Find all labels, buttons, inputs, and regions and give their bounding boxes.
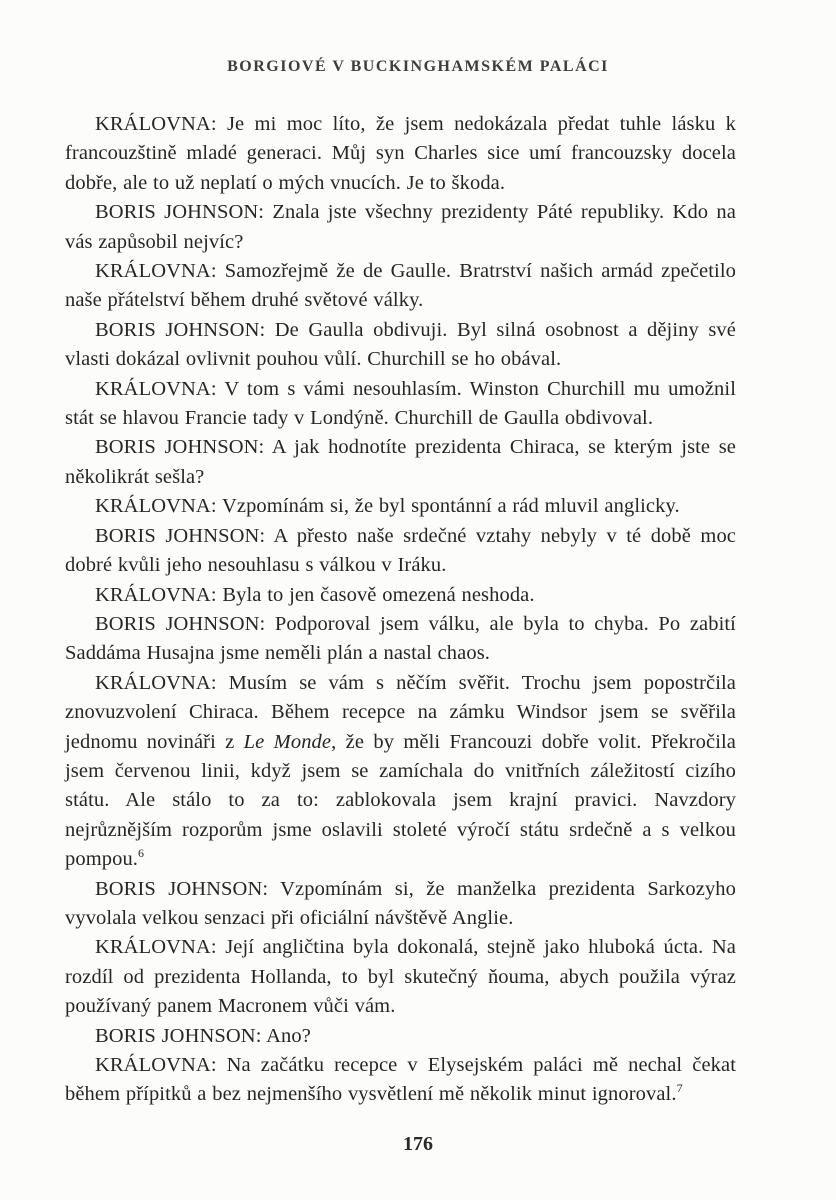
dialogue-paragraph [65,375,736,434]
speaker-name: BORIS JOHNSON: [95,201,265,224]
dialogue-text: Samozřejmě že de Gaulle. Bratrství našich armád zpečetilo naše přátelství během druhé světové války. [65,260,736,312]
speaker-name: KRÁLOVNA: [95,583,217,606]
dialogue-paragraph [65,433,736,492]
dialogue-text: Podporoval jsem válku, ale byla to chyba. Po zabití Saddáma Husajna jsme neměli plán a nastal chaos. [65,612,736,665]
speaker-name: BORIS JOHNSON: [95,524,266,547]
speaker-name: KRÁLOVNA: [95,260,217,283]
speaker-name: KRÁLOVNA: [95,377,217,400]
dialogue-paragraph [65,110,736,198]
speaker-name: BORIS JOHNSON: [95,436,265,459]
running-header: BORGIOVÉ V BUCKINGHAMSKÉM PALÁCI [227,58,609,75]
dialogue-paragraph [65,610,736,669]
dialogue-text: A jak hodnotíte prezidenta Chiraca, se kterým jste se několikrát sešla? [65,436,736,488]
dialogue-text: Je mi moc líto, že jsem nedokázala předat tuhle lásku k francouzštině mladé generaci. Můj syn Charles sice umí francouzsky docela dobře, ale to už neplatí o mých vnucích. Je to škoda. [65,113,736,194]
speaker-name: KRÁLOVNA: [95,113,217,135]
dialogue-paragraph [65,492,736,521]
dialogue-paragraph [65,198,736,257]
dialogue-text: Vzpomínám si, že manželka prezidenta Sarkozyho vyvolala velkou senzaci při oficiální návštěvě Anglie. [65,877,736,929]
dialogue-text: Její angličtina byla dokonalá, stejně jako hluboká úcta. Na rozdíl od prezidenta Hollanda, to byl skutečný ňouma, abych použila výraz používaný panem Macronem vůči vám. [65,936,736,1018]
speaker-name: BORIS JOHNSON: [95,1024,262,1047]
speaker-name: KRÁLOVNA: [95,671,217,694]
dialogue-paragraph [65,669,736,875]
dialogue-text: Musím se vám s něčím svěřit. Trochu jsem popostrčila znovuzvolení Chiraca. Během recepce na zámku Windsor jsem se svěřila jednomu novináři z [65,671,736,753]
footnote-reference: 7 [676,1081,683,1096]
dialogue-paragraph [65,257,736,316]
speaker-name: BORIS JOHNSON: [95,318,266,341]
dialogue-text: A přesto naše srdečné vztahy nebyly v té době moc dobré kvůli jeho nesouhlasu s válkou v Iráku. [65,524,736,577]
dialogue-text: De Gaulla obdivuji. Byl silná osobnost a dějiny své vlasti dokázal ovlivnit pouhou vůlí. Churchill se ho obával. [65,318,736,371]
page-number: 176 [403,1133,433,1155]
dialogue-paragraph [65,933,736,1021]
dialogue-paragraph [65,875,736,934]
dialogue-text: Na začátku recepce v Elysejském paláci mě nechal čekat během přípitků a bez nejmenšího vysvětlení mě několik minut ignoroval. [65,1054,736,1106]
dialogue-paragraph [65,1022,736,1051]
dialogue-text: Ano? [261,1024,311,1047]
speaker-name: KRÁLOVNA: [95,495,217,518]
dialogue-paragraph [65,1051,736,1110]
dialogue-text: Vzpomínám si, že byl spontánní a rád mluvil anglicky. [216,495,680,518]
speaker-name: BORIS JOHNSON: [95,877,269,900]
dialogue-paragraph [65,581,736,610]
speaker-name: KRÁLOVNA: [95,936,217,959]
dialogue-text: , že by měli Francouzi dobře volit. Překročila jsem červenou linii, když jsem se zamíchala do vnitřních záležitostí cizího státu. Ale stálo to za to: zablokovala jsem krajní pravici. Navzdory nejrůznějším rozporům jsme oslavili stoleté výročí státu srdečně a s velkou pompou. [65,730,736,871]
dialogue-text: V tom s vámi nesouhlasím. Winston Churchill mu umožnil stát se hlavou Francie tady v Londýně. Churchill de Gaulla obdivoval. [65,377,736,430]
dialogue-text: Byla to jen časově omezená neshoda. [216,583,535,606]
text-block [65,110,736,1110]
dialogue-text: Znala jste všechny prezidenty Páté republiky. Kdo na vás zapůsobil nejvíc? [65,201,736,253]
speaker-name: BORIS JOHNSON: [95,612,266,635]
dialogue-paragraph [65,522,736,581]
speaker-name: KRÁLOVNA: [95,1054,217,1076]
footnote-reference: 6 [138,846,145,861]
dialogue-text: Le Monde [243,730,332,753]
dialogue-paragraph [65,316,736,375]
